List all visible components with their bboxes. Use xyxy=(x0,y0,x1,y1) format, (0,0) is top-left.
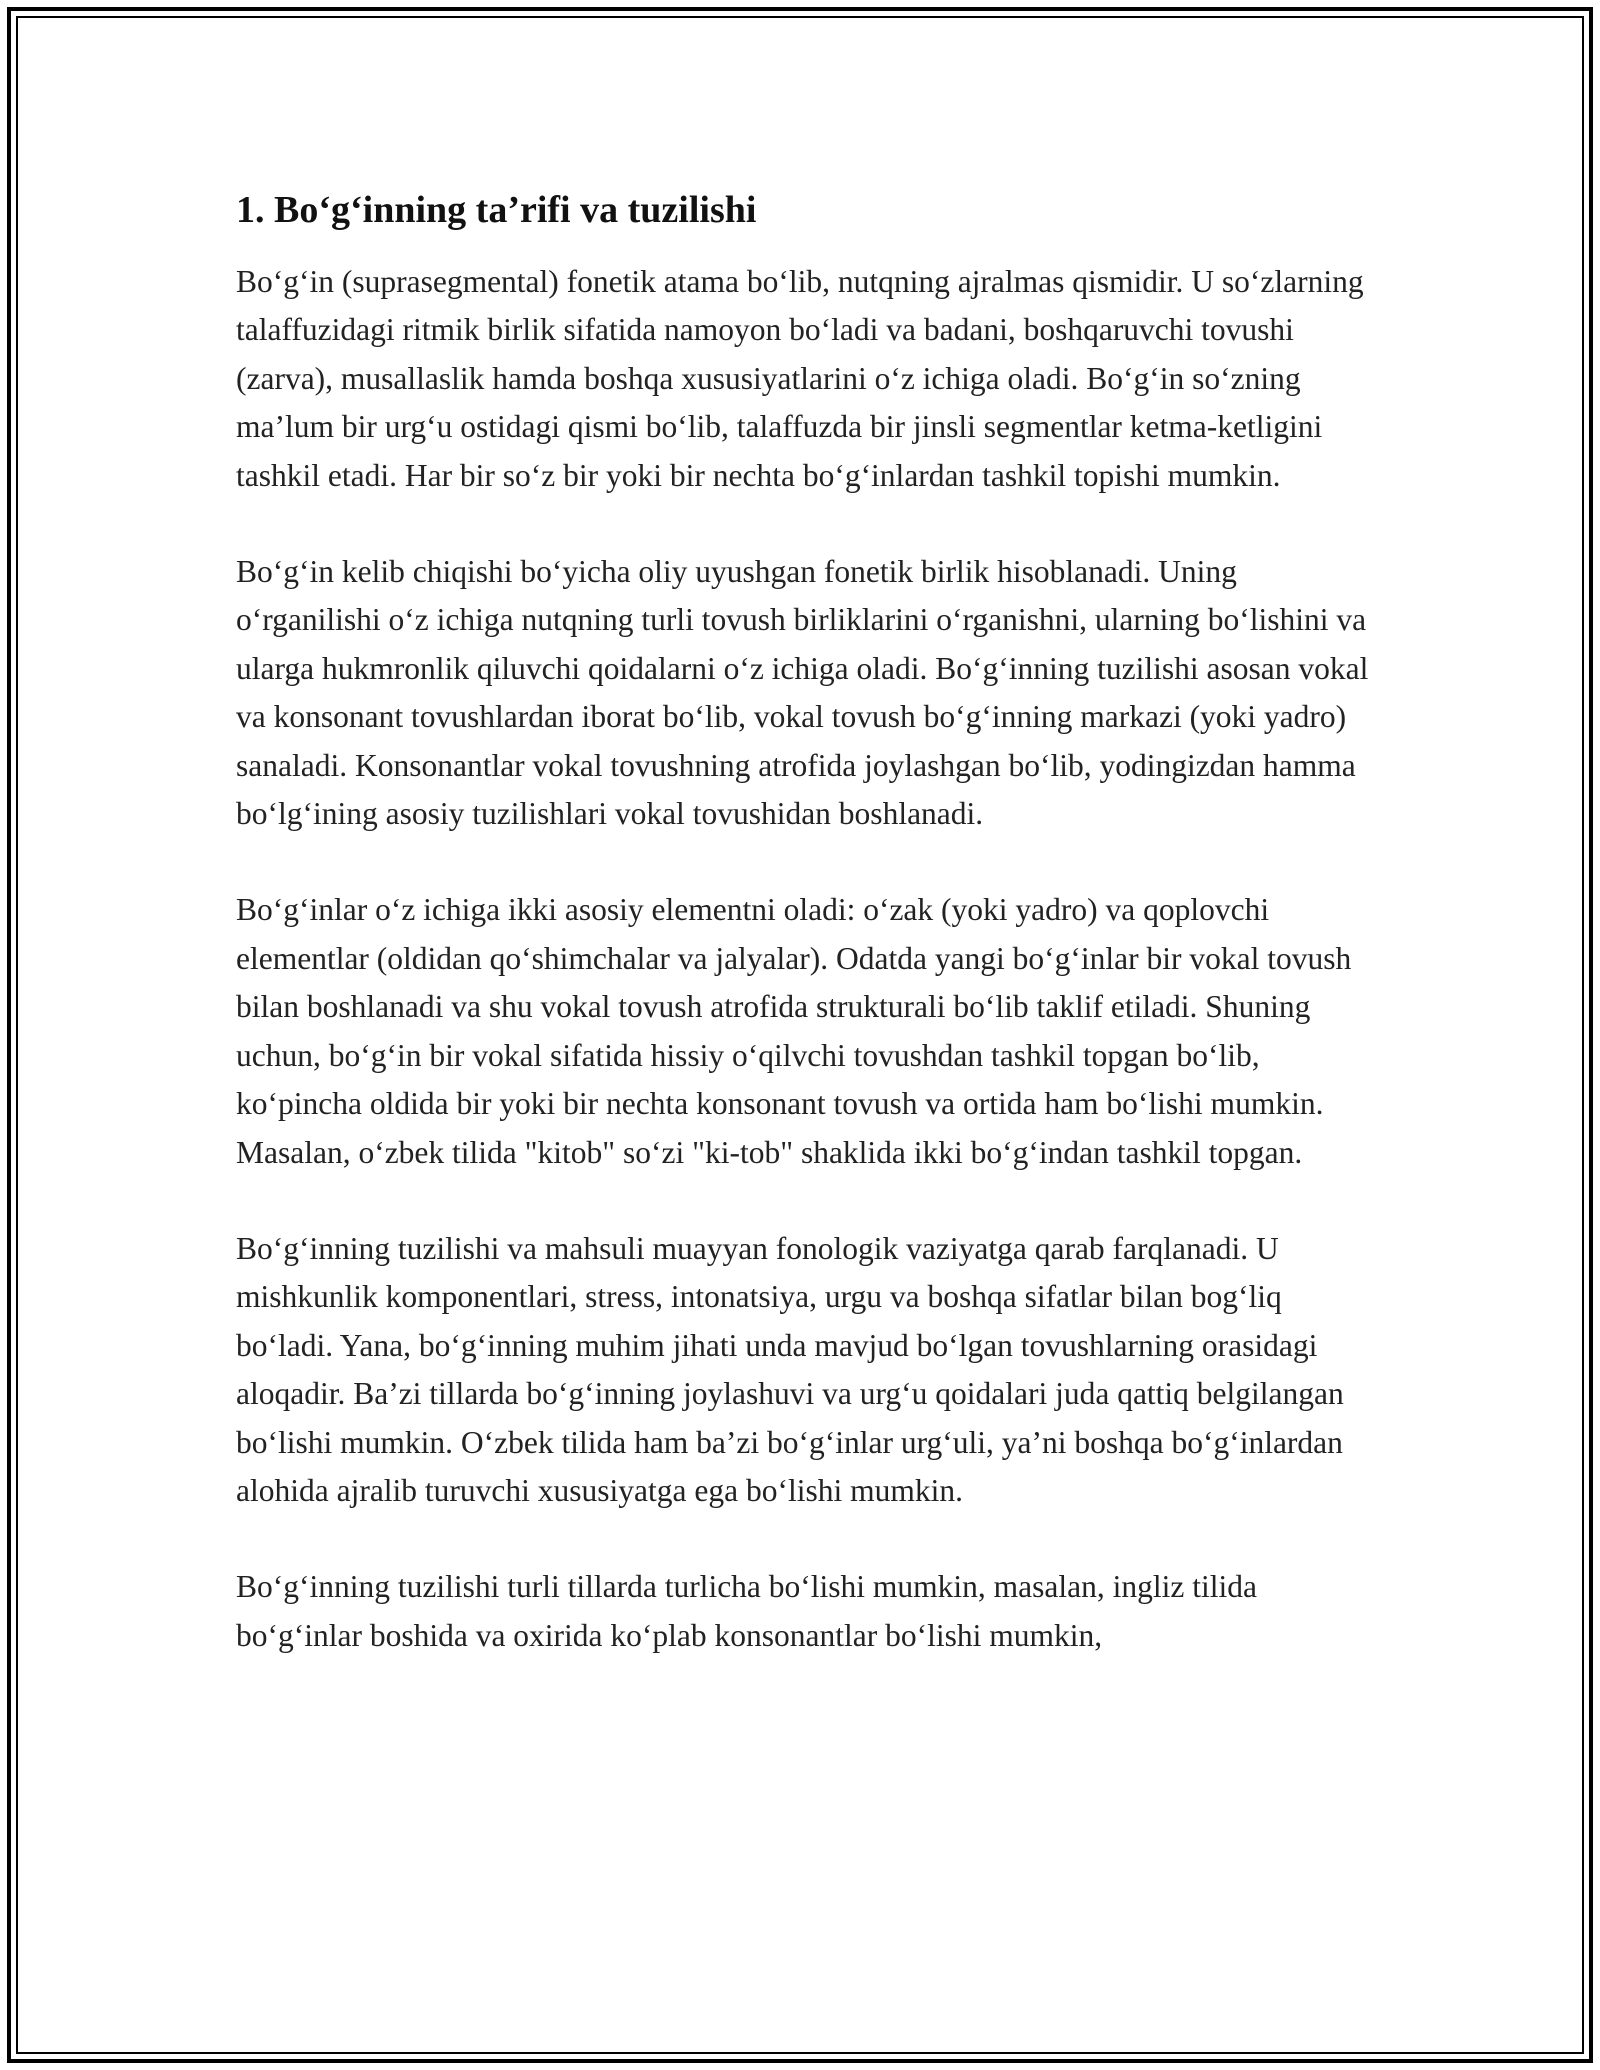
section-heading: 1. Bo‘g‘inning ta’rifi va tuzilishi xyxy=(236,189,757,231)
paragraph-4: Bo‘g‘inning tuzilishi va mahsuli muayyan fonologik vaziyatga qarab farqlanadi. U mishkunlik komponentlari, stress, intonatsiya, urgu va boshqa sifatlar bilan bog‘liq bo‘ladi. Yana, bo‘g‘inning muhim jihati unda mavjud bo‘lgan tovushlarning orasidagi aloqadir. Ba’zi tillarda bo‘g‘inning joylashuvi va urg‘u qoidalari juda qattiq belgilangan bo‘lishi mumkin. O‘zbek tilida ham ba’zi bo‘g‘inlar urg‘uli, ya’ni boshqa bo‘g‘inlardan alohida ajralib turuvchi xususiyatga ega bo‘lishi mumkin. xyxy=(236,1230,1344,1508)
document-body xyxy=(236,186,1386,1708)
paragraph-3: Bo‘g‘inlar o‘z ichiga ikki asosiy elementni oladi: o‘zak (yoki yadro) va qoplovchi elementlar (oldidan qo‘shimchalar va jalyalar). Odatda yangi bo‘g‘inlar bir vokal tovush bilan boshlanadi va shu vokal tovush atrofida strukturali bo‘lib taklif etiladi. Shuning uchun, bo‘g‘in bir vokal sifatida hissiy o‘qilvchi tovushdan tashkil topgan bo‘lib, ko‘pincha oldida bir yoki bir nechta konsonant tovush va ortida ham bo‘lishi mumkin. Masalan, o‘zbek tilida "kitob" so‘zi "ki-tob" shaklida ikki bo‘g‘indan tashkil topgan. xyxy=(236,892,1352,1170)
paragraph-2: Bo‘g‘in kelib chiqishi bo‘yicha oliy uyushgan fonetik birlik hisoblanadi. Uning o‘rganilishi o‘z ichiga nutqning turli tovush birliklarini o‘rganishni, ularning bo‘lishini va ularga hukmronlik qiluvchi qoidalarni o‘z ichiga oladi. Bo‘g‘inning tuzilishi asosan vokal va konsonant tovushlardan iborat bo‘lib, vokal tovush bo‘g‘inning markazi (yoki yadro) sanaladi. Konsonantlar vokal tovushning atrofida joylashgan bo‘lib, yodingizdan hamma bo‘lg‘ining asosiy tuzilishlari vokal tovushidan boshlanadi. xyxy=(236,554,1369,832)
paragraph-1: Bo‘g‘in (suprasegmental) fonetik atama bo‘lib, nutqning ajralmas qismidir. U so‘zlarning talaffuzidagi ritmik birlik sifatida namoyon bo‘ladi va badani, boshqaruvchi tovushi (zarva), musallaslik hamda boshqa xususiyatlarini o‘z ichiga oladi. Bo‘g‘in so‘zning ma’lum bir urg‘u ostidagi qismi bo‘lib, talaffuzda bir jinsli segmentlar ketma-ketligini tashkil etadi. Har bir so‘z bir yoki bir nechta bo‘g‘inlardan tashkil topishi mumkin. xyxy=(236,264,1364,493)
paragraph-5: Bo‘g‘inning tuzilishi turli tillarda turlicha bo‘lishi mumkin, masalan, ingliz tilida bo‘g‘inlar boshida va oxirida ko‘plab konsonantlar bo‘lishi mumkin, xyxy=(236,1569,1257,1653)
